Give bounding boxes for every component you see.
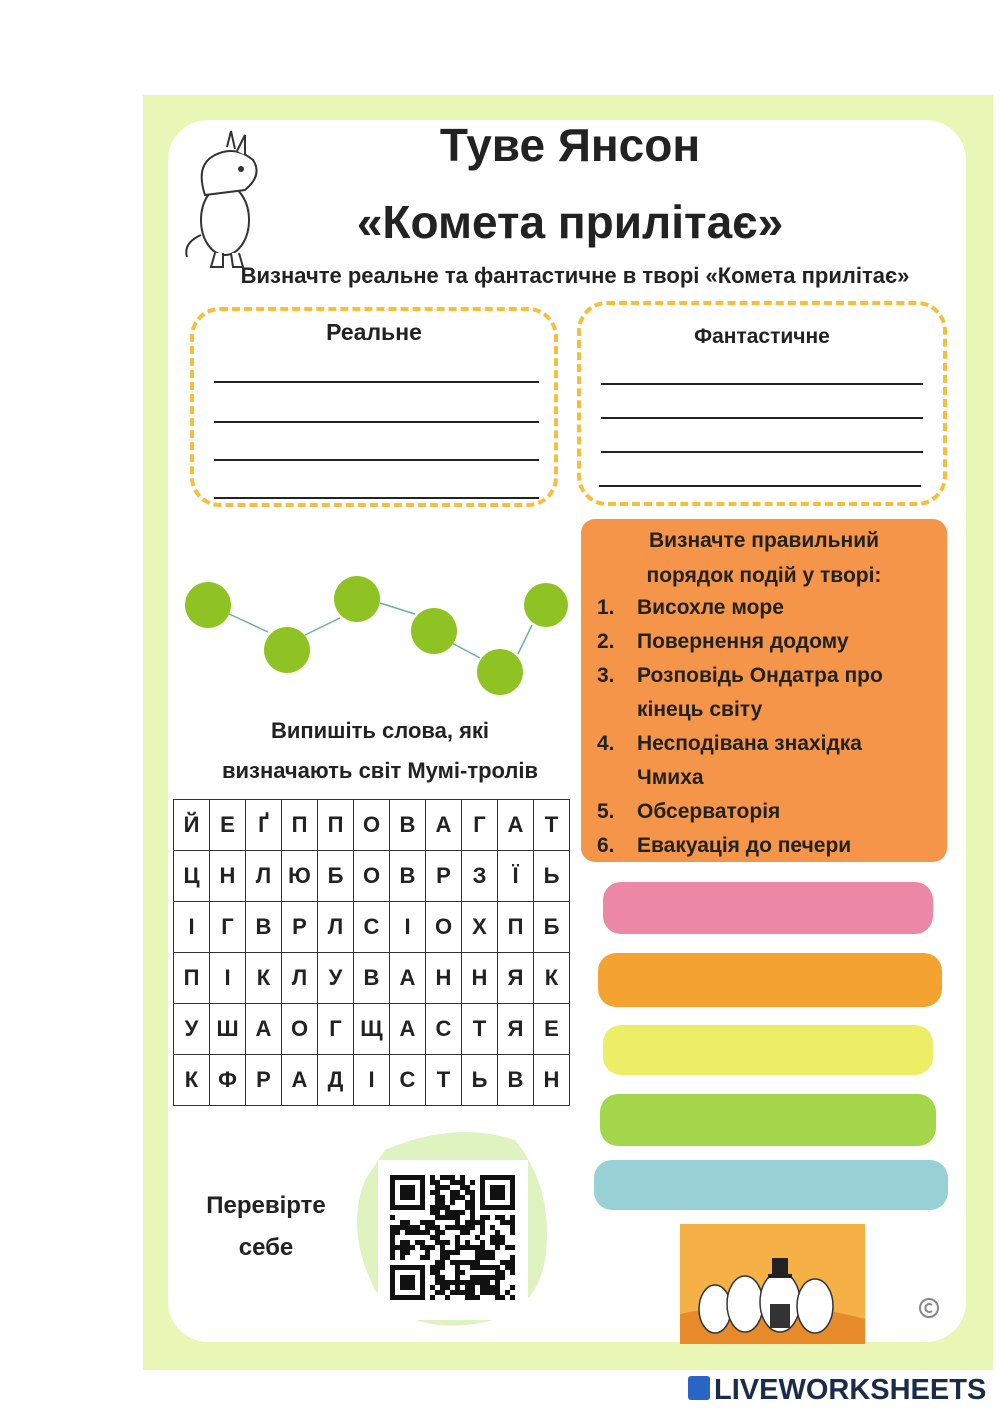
grid-cell[interactable]: В bbox=[390, 800, 426, 851]
grid-cell[interactable]: А bbox=[282, 1055, 318, 1106]
copyright-icon bbox=[917, 1296, 941, 1320]
grid-cell[interactable]: К bbox=[246, 953, 282, 1004]
order-circle-2[interactable] bbox=[264, 627, 310, 673]
answer-stroke-blue[interactable] bbox=[594, 1160, 948, 1210]
grid-cell[interactable]: Б bbox=[318, 851, 354, 902]
event-order-heading-1: Визначте правильний bbox=[648, 529, 880, 552]
answer-stroke-pink[interactable] bbox=[603, 882, 933, 934]
grid-row bbox=[174, 800, 570, 851]
check-label-line-1: Перевірте bbox=[206, 1192, 326, 1219]
grid-cell[interactable]: Б bbox=[534, 902, 570, 953]
grid-cell[interactable]: У bbox=[318, 953, 354, 1004]
grid-cell[interactable]: В bbox=[390, 851, 426, 902]
grid-cell[interactable]: Л bbox=[282, 953, 318, 1004]
fantastic-box-title: Фантастичне bbox=[694, 325, 830, 348]
grid-cell[interactable]: О bbox=[282, 1004, 318, 1055]
grid-cell[interactable]: Т bbox=[534, 800, 570, 851]
liveworksheets-badge-icon bbox=[688, 1376, 710, 1400]
order-circle-3[interactable] bbox=[334, 576, 380, 622]
moomin-family-picture bbox=[680, 1224, 865, 1344]
fantastic-box bbox=[577, 301, 947, 506]
event-item: 6. Евакуація до печери bbox=[597, 834, 852, 857]
grid-cell[interactable]: К bbox=[174, 1055, 210, 1106]
grid-cell[interactable]: Н bbox=[426, 953, 462, 1004]
answer-line-fantastic-1[interactable] bbox=[601, 383, 923, 385]
grid-cell[interactable]: Ю bbox=[282, 851, 318, 902]
grid-cell[interactable]: Г bbox=[462, 800, 498, 851]
event-item: 5. Обсерваторія bbox=[597, 800, 781, 823]
grid-row bbox=[174, 953, 570, 1004]
grid-cell[interactable]: Е bbox=[534, 1004, 570, 1055]
grid-cell[interactable]: С bbox=[354, 902, 390, 953]
liveworksheets-logo[interactable] bbox=[688, 1374, 986, 1407]
grid-cell[interactable]: О bbox=[354, 851, 390, 902]
grid-cell[interactable]: Я bbox=[498, 1004, 534, 1055]
grid-cell[interactable]: У bbox=[174, 1004, 210, 1055]
grid-cell[interactable]: Л bbox=[318, 902, 354, 953]
grid-cell[interactable]: А bbox=[390, 1004, 426, 1055]
answer-line-fantastic-2[interactable] bbox=[601, 417, 923, 419]
answer-line-fantastic-3[interactable] bbox=[601, 451, 923, 453]
grid-cell[interactable]: Р bbox=[246, 1055, 282, 1106]
answer-line-real-3[interactable] bbox=[214, 459, 539, 461]
page-title-author: Туве Янсон bbox=[439, 119, 701, 171]
real-box-title: Реальне bbox=[326, 319, 422, 345]
grid-cell[interactable]: Й bbox=[174, 800, 210, 851]
grid-cell[interactable]: Т bbox=[426, 1055, 462, 1106]
grid-cell[interactable]: В bbox=[498, 1055, 534, 1106]
order-circle-5[interactable] bbox=[477, 649, 523, 695]
grid-cell[interactable]: Г bbox=[318, 1004, 354, 1055]
answer-line-real-1[interactable] bbox=[214, 381, 539, 383]
grid-cell[interactable]: Ь bbox=[462, 1055, 498, 1106]
liveworksheets-logo-text: LIVEWORKSHEETS bbox=[714, 1374, 987, 1406]
qr-code[interactable] bbox=[378, 1160, 528, 1320]
page-title-book: «Комета прилітає» bbox=[356, 196, 784, 248]
grid-cell[interactable]: О bbox=[426, 902, 462, 953]
order-circle-1[interactable] bbox=[185, 582, 231, 628]
grid-cell[interactable]: Ь bbox=[534, 851, 570, 902]
real-box bbox=[190, 307, 558, 507]
grid-cell[interactable]: Ц bbox=[174, 851, 210, 902]
event-item: 3. Розповідь Ондатра про bbox=[597, 664, 883, 687]
grid-row bbox=[174, 1055, 570, 1106]
grid-cell[interactable]: Я bbox=[498, 953, 534, 1004]
grid-row bbox=[174, 902, 570, 953]
grid-cell[interactable]: Ґ bbox=[246, 800, 282, 851]
grid-cell[interactable]: Ї bbox=[498, 851, 534, 902]
event-item: Чмиха bbox=[637, 766, 704, 789]
grid-cell[interactable]: Р bbox=[426, 851, 462, 902]
grid-cell[interactable]: Н bbox=[462, 953, 498, 1004]
grid-cell[interactable]: І bbox=[354, 1055, 390, 1106]
grid-cell[interactable]: Л bbox=[246, 851, 282, 902]
word-search-grid[interactable] bbox=[173, 799, 570, 1106]
grid-cell[interactable]: П bbox=[174, 953, 210, 1004]
grid-cell[interactable]: Ш bbox=[210, 1004, 246, 1055]
grid-cell[interactable]: С bbox=[390, 1055, 426, 1106]
event-order-heading-2: порядок подій у творі: bbox=[646, 564, 882, 587]
grid-cell[interactable]: Н bbox=[534, 1055, 570, 1106]
grid-cell[interactable]: Т bbox=[462, 1004, 498, 1055]
event-item: 1. Висохле море bbox=[597, 596, 784, 619]
task-instruction-real-fantastic: Визначте реальне та фантастичне в творі «Комета прилітає» bbox=[240, 263, 910, 288]
check-yourself-label bbox=[196, 1185, 336, 1269]
grid-cell[interactable]: К bbox=[534, 953, 570, 1004]
grid-cell[interactable]: А bbox=[246, 1004, 282, 1055]
order-circle-6[interactable] bbox=[524, 583, 568, 627]
grid-cell[interactable]: А bbox=[426, 800, 462, 851]
event-order-panel bbox=[581, 519, 947, 862]
grid-cell[interactable]: Р bbox=[282, 902, 318, 953]
grid-cell[interactable]: Д bbox=[318, 1055, 354, 1106]
grid-cell[interactable]: З bbox=[462, 851, 498, 902]
event-item: 4. Несподівана знахідка bbox=[597, 732, 862, 755]
word-search-instruction-1: Випишіть слова, які bbox=[270, 718, 490, 743]
grid-cell[interactable]: Г bbox=[210, 902, 246, 953]
grid-cell[interactable]: В bbox=[246, 902, 282, 953]
answer-line-real-2[interactable] bbox=[214, 421, 539, 423]
grid-cell[interactable]: О bbox=[354, 800, 390, 851]
grid-cell[interactable]: І bbox=[390, 902, 426, 953]
grid-cell[interactable]: А bbox=[498, 800, 534, 851]
moomin-illustration bbox=[175, 125, 275, 275]
grid-cell[interactable]: Н bbox=[210, 851, 246, 902]
grid-cell[interactable]: Е bbox=[210, 800, 246, 851]
answer-stroke-orange[interactable] bbox=[598, 953, 942, 1007]
grid-cell[interactable]: Щ bbox=[354, 1004, 390, 1055]
answer-stroke-yellow[interactable] bbox=[603, 1025, 933, 1075]
grid-cell[interactable]: Х bbox=[462, 902, 498, 953]
grid-cell[interactable]: В bbox=[354, 953, 390, 1004]
order-circle-4[interactable] bbox=[411, 608, 457, 654]
check-label-line-2: себе bbox=[238, 1234, 294, 1261]
grid-row bbox=[174, 1004, 570, 1055]
answer-line-fantastic-4[interactable] bbox=[599, 485, 921, 487]
answer-line-real-4[interactable] bbox=[214, 497, 539, 499]
event-item: 2. Повернення додому bbox=[597, 630, 849, 653]
event-order-circles bbox=[180, 570, 580, 710]
grid-cell[interactable]: І bbox=[210, 953, 246, 1004]
word-search-instruction-2: визначають світ Мумі-тролів bbox=[221, 758, 539, 783]
answer-stroke-green[interactable] bbox=[600, 1094, 936, 1146]
grid-cell[interactable]: П bbox=[498, 902, 534, 953]
grid-cell[interactable]: І bbox=[174, 902, 210, 953]
grid-cell[interactable]: Ф bbox=[210, 1055, 246, 1106]
grid-cell[interactable]: П bbox=[282, 800, 318, 851]
grid-row bbox=[174, 851, 570, 902]
grid-cell[interactable]: П bbox=[318, 800, 354, 851]
grid-cell[interactable]: С bbox=[426, 1004, 462, 1055]
grid-cell[interactable]: А bbox=[390, 953, 426, 1004]
event-item: кінець світу bbox=[637, 698, 763, 721]
